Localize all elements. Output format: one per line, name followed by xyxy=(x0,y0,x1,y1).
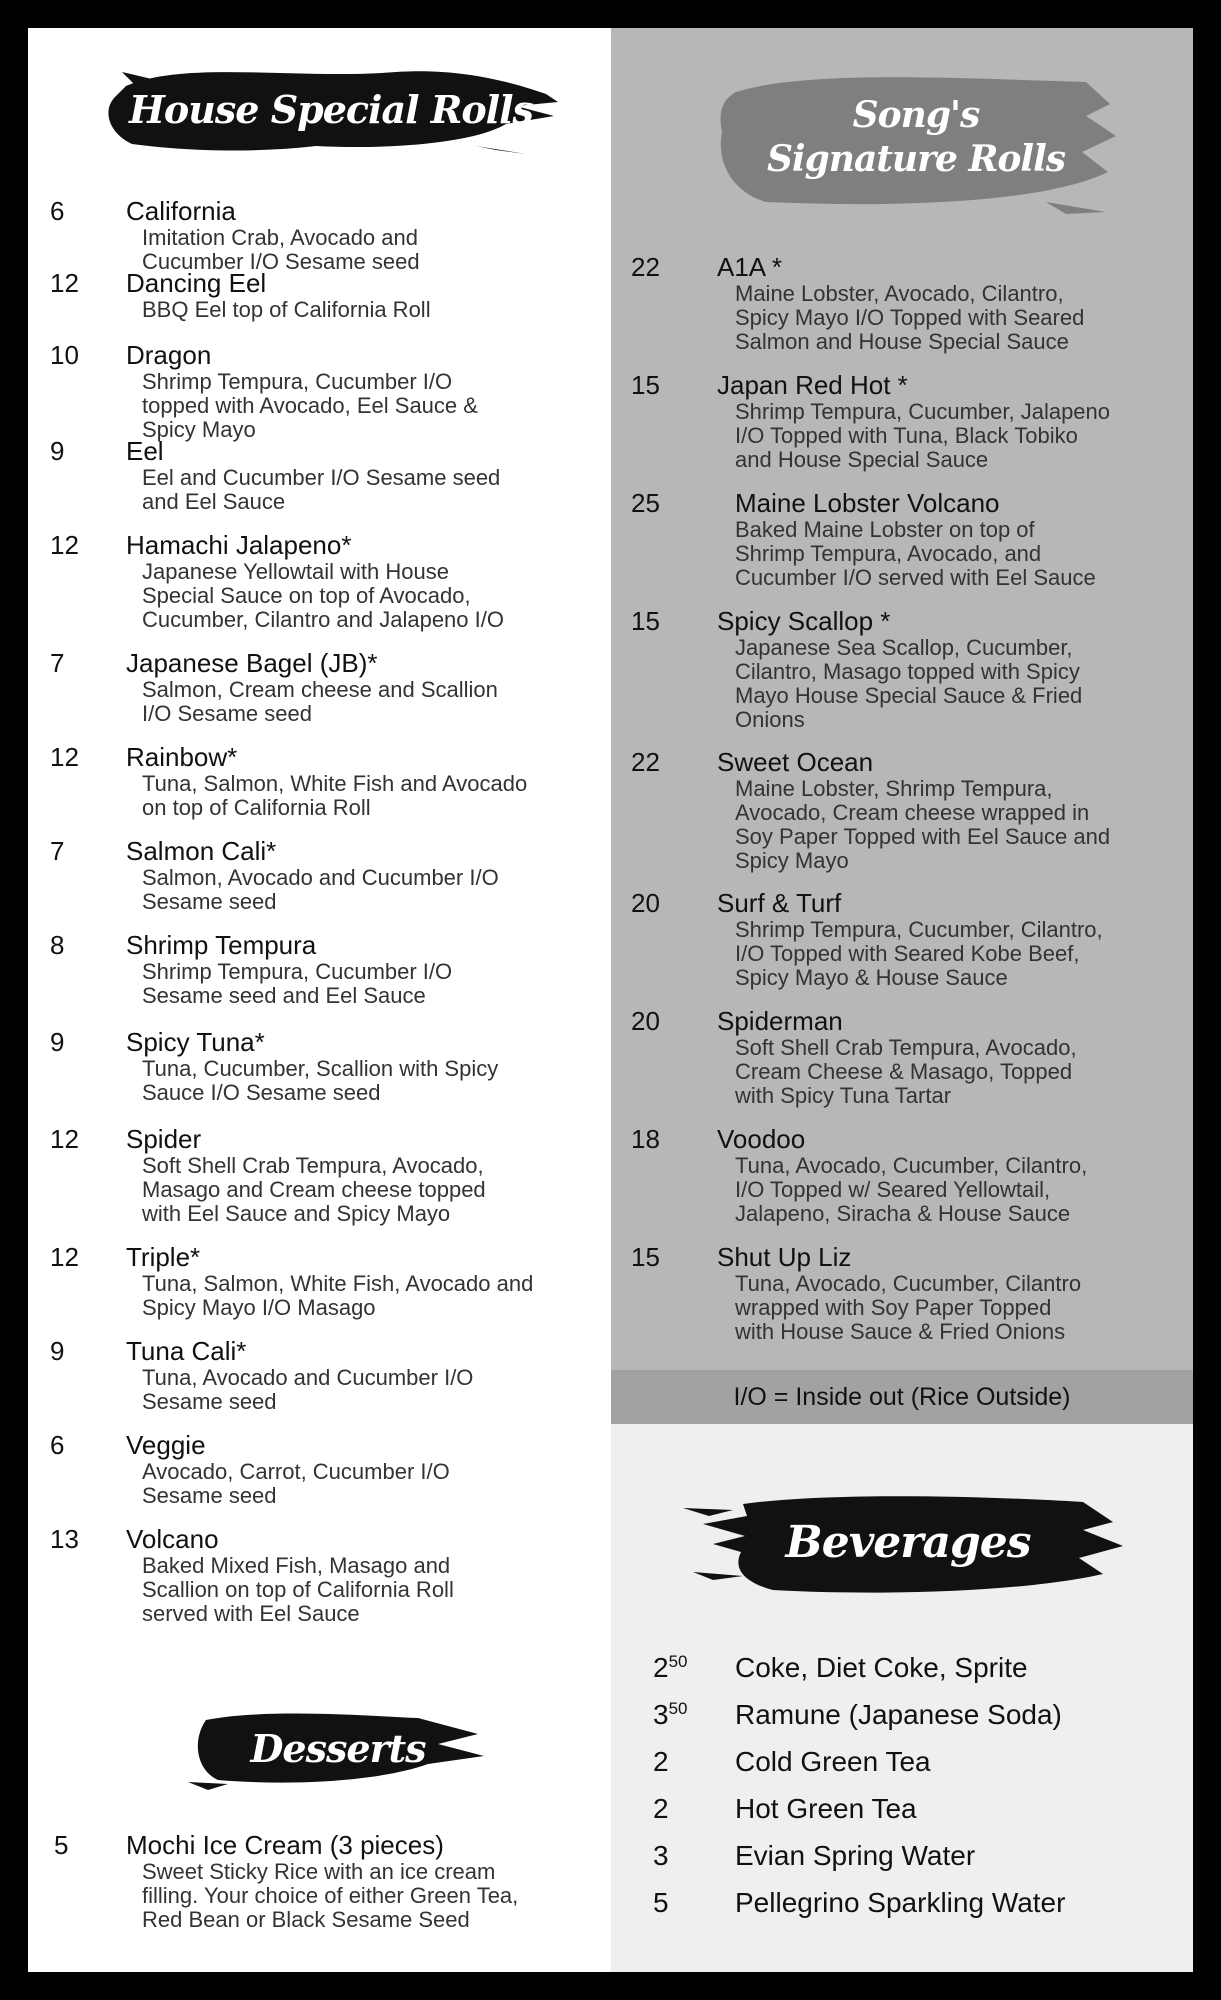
item-name: Spicy Tuna* xyxy=(126,1027,265,1057)
item-price: 12 xyxy=(50,1242,79,1272)
item-price: 9 xyxy=(50,1336,65,1366)
menu-item xyxy=(50,530,610,648)
menu-item xyxy=(631,370,1191,488)
beverage-row xyxy=(653,1746,1173,1793)
item-name: Spiderman xyxy=(717,1006,843,1036)
item-desc: Maine Lobster, Shrimp Tempura, Avocado, Cream cheese wrapped in Soy Paper Topped with Eel Sauce and Spicy Mayo xyxy=(735,776,1111,873)
item-desc: Soft Shell Crab Tempura, Avocado, Cream Cheese & Masago, Topped with Spicy Tuna Tartar xyxy=(735,1035,1077,1108)
signature-title-line1: Song's xyxy=(852,94,980,136)
menu-page xyxy=(28,28,1193,1972)
item-desc: Tuna, Avocado, Cucumber, Cilantro, I/O Topped w/ Seared Yellowtail, Jalapeno, Siracha & House Sauce xyxy=(735,1153,1088,1226)
item-price: 10 xyxy=(50,340,79,370)
item-desc: Salmon, Avocado and Cucumber I/O Sesame seed xyxy=(142,865,499,914)
beverage-row xyxy=(653,1793,1173,1840)
menu-item xyxy=(631,1006,1191,1124)
house-special-list xyxy=(50,196,610,1634)
menu-item xyxy=(50,648,610,742)
item-desc: Soft Shell Crab Tempura, Avocado, Masago and Cream cheese topped with Eel Sauce and Spicy Mayo xyxy=(142,1153,486,1226)
menu-item xyxy=(50,1524,610,1634)
item-desc: Tuna, Salmon, White Fish and Avocado on top of California Roll xyxy=(142,771,528,820)
menu-item xyxy=(54,1830,609,1932)
item-name: Japanese Bagel (JB)* xyxy=(126,648,378,678)
io-footnote-text: I/O = Inside out (Rice Outside) xyxy=(733,1383,1071,1411)
price-dollars: 5 xyxy=(653,1887,669,1918)
item-name: Voodoo xyxy=(717,1124,806,1154)
item-desc: Shrimp Tempura, Cucumber, Cilantro, I/O Topped with Seared Kobe Beef, Spicy Mayo & House Sauce xyxy=(735,917,1103,990)
beverage-row xyxy=(653,1652,1173,1699)
item-price: 25 xyxy=(631,488,660,518)
item-name: Dragon xyxy=(126,340,212,370)
menu-item xyxy=(631,747,1191,888)
item-name: Spicy Scallop * xyxy=(717,606,891,636)
price-dollars: 3 xyxy=(653,1699,669,1730)
desserts-list xyxy=(54,1830,609,1932)
item-desc: Shrimp Tempura, Cucumber I/O topped with Avocado, Eel Sauce & Spicy Mayo xyxy=(142,369,478,442)
item-desc: Shrimp Tempura, Cucumber, Jalapeno I/O Topped with Tuna, Black Tobiko and House Special Sauce xyxy=(735,399,1111,472)
item-name: California xyxy=(126,196,236,226)
item-desc: Avocado, Carrot, Cucumber I/O Sesame seed xyxy=(142,1459,450,1508)
item-name: A1A * xyxy=(717,252,783,282)
item-desc: Salmon, Cream cheese and Scallion I/O Sesame seed xyxy=(142,677,498,726)
beverage-price xyxy=(653,1840,669,1872)
item-price: 18 xyxy=(631,1124,660,1154)
item-price: 9 xyxy=(50,436,65,466)
item-desc: Baked Mixed Fish, Masago and Scallion on top of California Roll served with Eel Sauce xyxy=(142,1553,454,1626)
menu-item xyxy=(50,268,610,340)
beverage-price xyxy=(653,1793,669,1825)
menu-item xyxy=(631,888,1191,1006)
price-dollars: 2 xyxy=(653,1793,669,1824)
item-name: Surf & Turf xyxy=(717,888,842,918)
item-price: 15 xyxy=(631,606,660,636)
beverages-list xyxy=(653,1652,1173,1934)
price-dollars: 2 xyxy=(653,1652,669,1683)
beverage-price xyxy=(653,1887,669,1919)
item-desc: Tuna, Avocado and Cucumber I/O Sesame seed xyxy=(142,1365,474,1414)
item-name: Sweet Ocean xyxy=(717,747,874,777)
menu-item xyxy=(631,1242,1191,1360)
desserts-header xyxy=(188,1700,488,1796)
item-price: 12 xyxy=(50,1124,79,1154)
beverage-price xyxy=(653,1652,688,1684)
item-name: Hamachi Jalapeno* xyxy=(126,530,352,560)
item-price: 15 xyxy=(631,370,660,400)
item-price: 22 xyxy=(631,252,660,282)
menu-item xyxy=(50,340,610,442)
menu-item xyxy=(50,1027,610,1124)
item-desc: Tuna, Cucumber, Scallion with Spicy Sauce I/O Sesame seed xyxy=(142,1056,499,1105)
item-desc: Eel and Cucumber I/O Sesame seed and Eel Sauce xyxy=(142,465,501,514)
beverage-price xyxy=(653,1746,669,1778)
item-name: Volcano xyxy=(126,1524,219,1554)
menu-item xyxy=(631,252,1191,370)
item-price: 7 xyxy=(50,648,65,678)
item-price: 20 xyxy=(631,888,660,918)
item-name: Maine Lobster Volcano xyxy=(735,488,1000,518)
beverage-name: Ramune (Japanese Soda) xyxy=(735,1699,1062,1730)
signature-column xyxy=(611,28,1193,1424)
item-name: Shrimp Tempura xyxy=(126,930,317,960)
item-name: Dancing Eel xyxy=(126,268,267,298)
item-name: Spider xyxy=(126,1124,202,1154)
item-name: Eel xyxy=(126,436,164,466)
item-desc: BBQ Eel top of California Roll xyxy=(142,297,431,322)
item-desc: Maine Lobster, Avocado, Cilantro, Spicy Mayo I/O Topped with Seared Salmon and House Special Sauce xyxy=(735,281,1085,354)
beverages-title: Beverages xyxy=(785,1516,1031,1568)
item-name: Triple* xyxy=(126,1242,201,1272)
signature-title xyxy=(706,52,1126,222)
signature-list xyxy=(631,252,1191,1360)
beverage-row xyxy=(653,1840,1173,1887)
house-special-title: House Special Rolls xyxy=(129,86,533,132)
beverage-price xyxy=(653,1699,688,1731)
menu-item xyxy=(50,436,610,530)
item-desc: Baked Maine Lobster on top of Shrimp Tempura, Avocado, and Cucumber I/O served with Eel Sauce xyxy=(735,517,1096,590)
menu-item xyxy=(631,606,1191,747)
price-cents: 50 xyxy=(668,1652,688,1671)
item-price: 6 xyxy=(50,196,65,226)
item-name: Mochi Ice Cream (3 pieces) xyxy=(126,1830,444,1860)
beverage-name: Cold Green Tea xyxy=(735,1746,931,1777)
beverages-header xyxy=(683,1482,1133,1602)
item-price: 12 xyxy=(50,742,79,772)
beverage-row xyxy=(653,1699,1173,1746)
house-special-header xyxy=(96,50,566,168)
menu-item xyxy=(50,930,610,1027)
price-dollars: 2 xyxy=(653,1746,669,1777)
item-price: 15 xyxy=(631,1242,660,1272)
io-footnote xyxy=(611,1370,1193,1424)
menu-item xyxy=(50,1242,610,1336)
signature-title-line2: Signature Rolls xyxy=(766,138,1066,180)
menu-item xyxy=(631,1124,1191,1242)
menu-item xyxy=(631,488,1191,606)
item-desc: Japanese Sea Scallop, Cucumber, Cilantro, Masago topped with Spicy Mayo House Special Sauce & Fried Onions xyxy=(735,635,1083,732)
price-cents: 50 xyxy=(668,1699,688,1718)
item-name: Rainbow* xyxy=(126,742,238,772)
menu-item xyxy=(50,836,610,930)
item-name: Japan Red Hot * xyxy=(717,370,908,400)
beverage-name: Pellegrino Sparkling Water xyxy=(735,1887,1066,1918)
item-desc: Japanese Yellowtail with House Special Sauce on top of Avocado, Cucumber, Cilantro and Jalapeno I/O xyxy=(142,559,504,632)
item-desc: Imitation Crab, Avocado and Cucumber I/O Sesame seed xyxy=(142,225,420,274)
price-dollars: 3 xyxy=(653,1840,669,1871)
signature-header xyxy=(706,52,1126,222)
item-price: 12 xyxy=(50,268,79,298)
house-special-column xyxy=(28,28,611,1972)
beverage-row xyxy=(653,1887,1173,1934)
menu-item xyxy=(50,1336,610,1430)
item-desc: Shrimp Tempura, Cucumber I/O Sesame seed and Eel Sauce xyxy=(142,959,453,1008)
item-price: 9 xyxy=(50,1027,65,1057)
menu-item xyxy=(50,742,610,836)
item-price: 20 xyxy=(631,1006,660,1036)
item-price: 22 xyxy=(631,747,660,777)
item-price: 5 xyxy=(54,1830,69,1860)
item-name: Veggie xyxy=(126,1430,206,1460)
beverage-name: Coke, Diet Coke, Sprite xyxy=(735,1652,1028,1683)
menu-item xyxy=(50,1430,610,1524)
item-name: Tuna Cali* xyxy=(126,1336,247,1366)
item-name: Salmon Cali* xyxy=(126,836,277,866)
item-price: 6 xyxy=(50,1430,65,1460)
item-price: 8 xyxy=(50,930,65,960)
item-price: 13 xyxy=(50,1524,79,1554)
desserts-title: Desserts xyxy=(250,1725,426,1771)
beverage-name: Hot Green Tea xyxy=(735,1793,917,1824)
item-price: 7 xyxy=(50,836,65,866)
item-desc: Tuna, Salmon, White Fish, Avocado and Spicy Mayo I/O Masago xyxy=(142,1271,534,1320)
item-desc: Sweet Sticky Rice with an ice cream filling. Your choice of either Green Tea, Red Bean or Black Sesame Seed xyxy=(142,1859,519,1932)
beverage-name: Evian Spring Water xyxy=(735,1840,976,1871)
item-desc: Tuna, Avocado, Cucumber, Cilantro wrapped with Soy Paper Topped with House Sauce & Fried Onions xyxy=(735,1271,1082,1344)
item-price: 12 xyxy=(50,530,79,560)
menu-item xyxy=(50,1124,610,1242)
menu-item xyxy=(50,196,610,274)
item-name: Shut Up Liz xyxy=(717,1242,852,1272)
